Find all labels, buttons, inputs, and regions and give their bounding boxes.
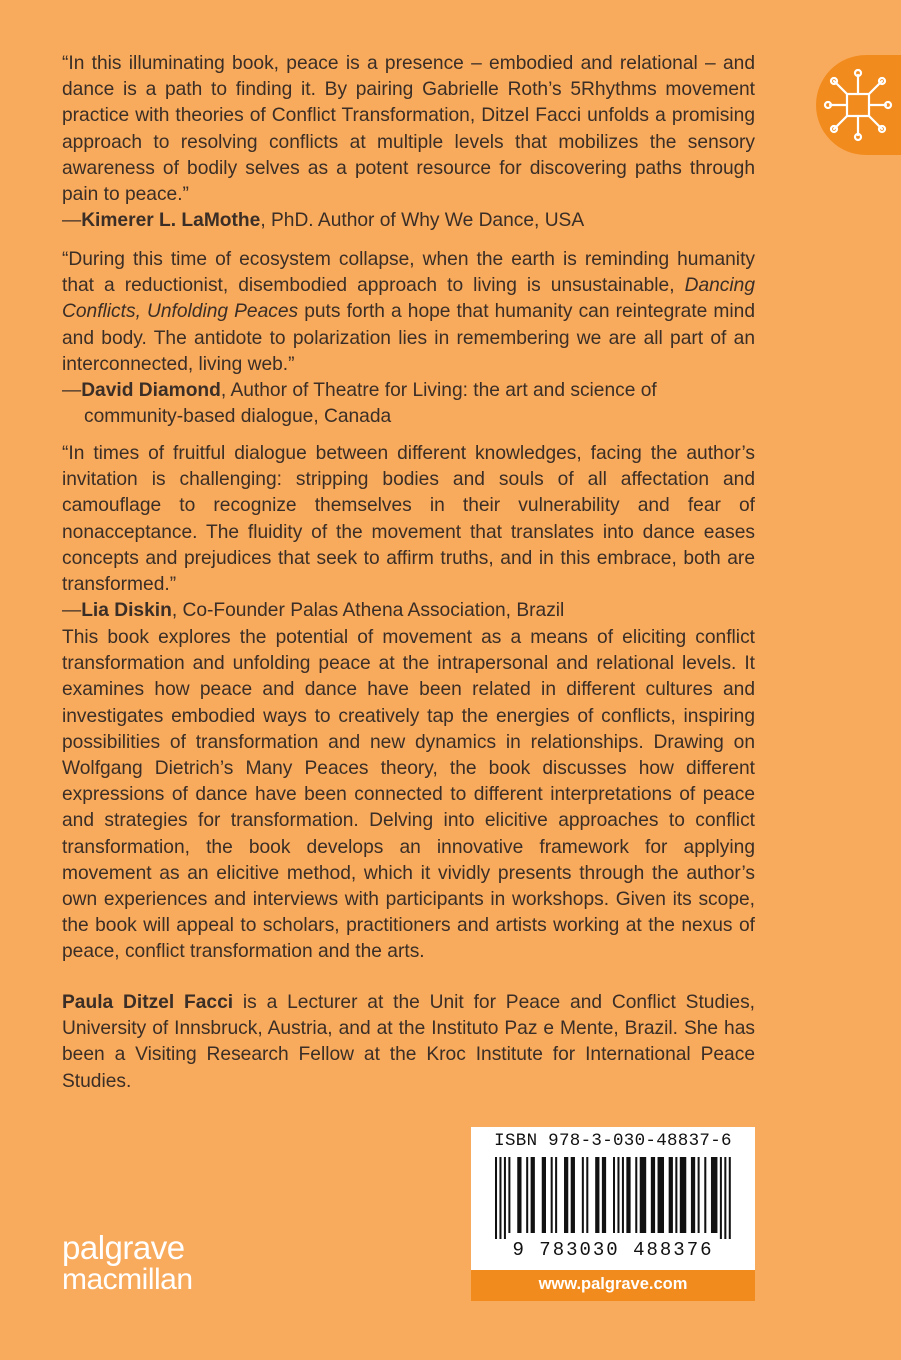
barcode-bar — [571, 1157, 575, 1233]
quote-text: “In this illuminating book, peace is a presence – embodied and relational – and dance is a path to finding it. By pairing Gabrielle Roth’s 5Rhythms movement practice with theories of Conflict Transformation, Ditzel Facci unfolds a promising approach to resolving conflicts at multiple levels that mobilizes the sensory awareness of bodily selves as a potent resource for discovering paths through pain to peace.” — [62, 53, 755, 206]
attribution-dash: — — [62, 600, 82, 622]
barcode-bar — [613, 1157, 615, 1233]
quote-author: David Diamond — [81, 380, 221, 402]
barcode-bar — [729, 1157, 731, 1239]
barcode-bar — [680, 1157, 686, 1233]
barcode-bar — [622, 1157, 624, 1233]
barcode-bar — [651, 1157, 655, 1233]
barcode-bar — [555, 1157, 557, 1233]
barcode-bar — [675, 1157, 677, 1233]
barcode-bar — [508, 1157, 510, 1233]
publisher-logo — [62, 1229, 193, 1296]
quote-text-after: puts forth a hope that humanity can reintegrate mind and body. The antidote to polarization lies in remembering we are all part of an interconnected, living web.” — [62, 301, 755, 375]
quote-author: Kimerer L. LaMothe — [81, 210, 261, 232]
attribution-dash: — — [62, 380, 82, 402]
barcode-bar — [551, 1157, 553, 1233]
barcode-bar — [617, 1157, 619, 1233]
quote-text-before: “During this time of ecosystem collapse, when the earth is reminding humanity that a reductionist, disembodied approach to living is unsustainable, — [62, 249, 755, 297]
quote-attribution — [62, 378, 755, 430]
barcode-bar — [658, 1157, 664, 1233]
author-bio — [62, 990, 755, 1095]
barcode-bar — [564, 1157, 568, 1233]
barcode-bar — [595, 1157, 599, 1233]
barcode-bar — [495, 1157, 497, 1239]
attribution-dash: — — [62, 210, 82, 232]
barcode-bar — [526, 1157, 528, 1233]
quote-attribution — [62, 598, 755, 624]
quote-affiliation: , PhD. Author of Why We Dance, USA — [260, 210, 585, 232]
barcode-bar — [704, 1157, 706, 1233]
barcode-graphic — [491, 1157, 735, 1239]
barcode-bar — [517, 1157, 521, 1233]
author-name: Paula Ditzel Facci — [62, 992, 234, 1013]
barcode-box — [471, 1127, 755, 1270]
barcode-bar — [691, 1157, 695, 1233]
barcode-bar — [602, 1157, 606, 1233]
barcode-bar — [582, 1157, 584, 1233]
barcode-bar — [635, 1157, 637, 1233]
barcode-digits: 9 783030 488376 — [512, 1239, 714, 1261]
barcode-bar — [531, 1157, 535, 1233]
author-bio-text: is a Lecturer at the Unit for Peace and Conflict Studies, University of Innsbruck, Austria, and at the Instituto Paz e Mente, Brazil. She has been a Visiting Research Fellow at the Kroc Institute for International Peace Studies. — [62, 992, 756, 1092]
quote-affiliation: , Author of Theatre for Living: the art and science of community-based dialogue, Canada — [84, 380, 657, 428]
barcode-bar — [640, 1157, 646, 1233]
barcode-bar — [504, 1157, 506, 1239]
endorsement-quote-2 — [62, 247, 755, 430]
quote-author: Lia Diskin — [81, 600, 172, 622]
quote-attribution — [62, 208, 755, 234]
barcode-bar — [669, 1157, 673, 1233]
publisher-line-2: macmillan — [62, 1263, 193, 1296]
barcode-bar — [698, 1157, 700, 1233]
endorsement-quote-1 — [62, 51, 755, 234]
network-node-icon — [820, 63, 896, 147]
quote-text: “In times of fruitful dialogue between different knowledges, facing the author’s invitation is challenging: stripping bodies and souls of all affectation and camouflage to recognize themselves in their vulnerability and fear of nonacceptance. The fluidity of the movement that translates into dance eases concepts and prejudices that seek to affirm truths, and in this embrace, both are transformed.” — [62, 443, 755, 596]
barcode-bar — [542, 1157, 546, 1233]
book-title-italic: Dancing Conflicts, Unfolding Peaces — [62, 275, 755, 323]
publisher-website[interactable]: www.palgrave.com — [471, 1270, 755, 1301]
barcode-bar — [499, 1157, 501, 1239]
endorsement-quote-3 — [62, 441, 755, 624]
barcode-bar — [626, 1157, 630, 1233]
series-logo-badge — [816, 55, 901, 155]
publisher-line-1: palgrave — [62, 1229, 185, 1266]
quote-affiliation: , Co-Founder Palas Athena Association, Brazil — [171, 600, 565, 622]
barcode-bar — [711, 1157, 717, 1233]
quote-text — [62, 247, 755, 378]
barcode-bar — [586, 1157, 588, 1233]
book-description: This book explores the potential of movement as a means of eliciting conflict transformation and unfolding peace at the intrapersonal and relational levels. It examines how peace and dance have been related in different cultures and investigates embodied ways to creatively tap the energies of conflicts, inspiring possibilities of transformation and new dynamics in relationships. Drawing on Wolfgang Dietrich’s Many Peaces theory, the book discusses how different expressions of dance have been connected to different interpretations of peace and strategies for transformation. Delving into elicitive approaches to conflict transformation, the book develops an innovative framework for applying movement as an elicitive method, which it vividly presents through the author’s own experiences and interviews with participants in workshops. Given its scope, the book will appeal to scholars, practitioners and artists working at the nexus of peace, conflict transformation and the arts. — [62, 627, 755, 963]
barcode-bar — [724, 1157, 726, 1239]
barcode-bar — [720, 1157, 722, 1239]
isbn-label: ISBN 978-3-030-48837-6 — [494, 1131, 732, 1151]
